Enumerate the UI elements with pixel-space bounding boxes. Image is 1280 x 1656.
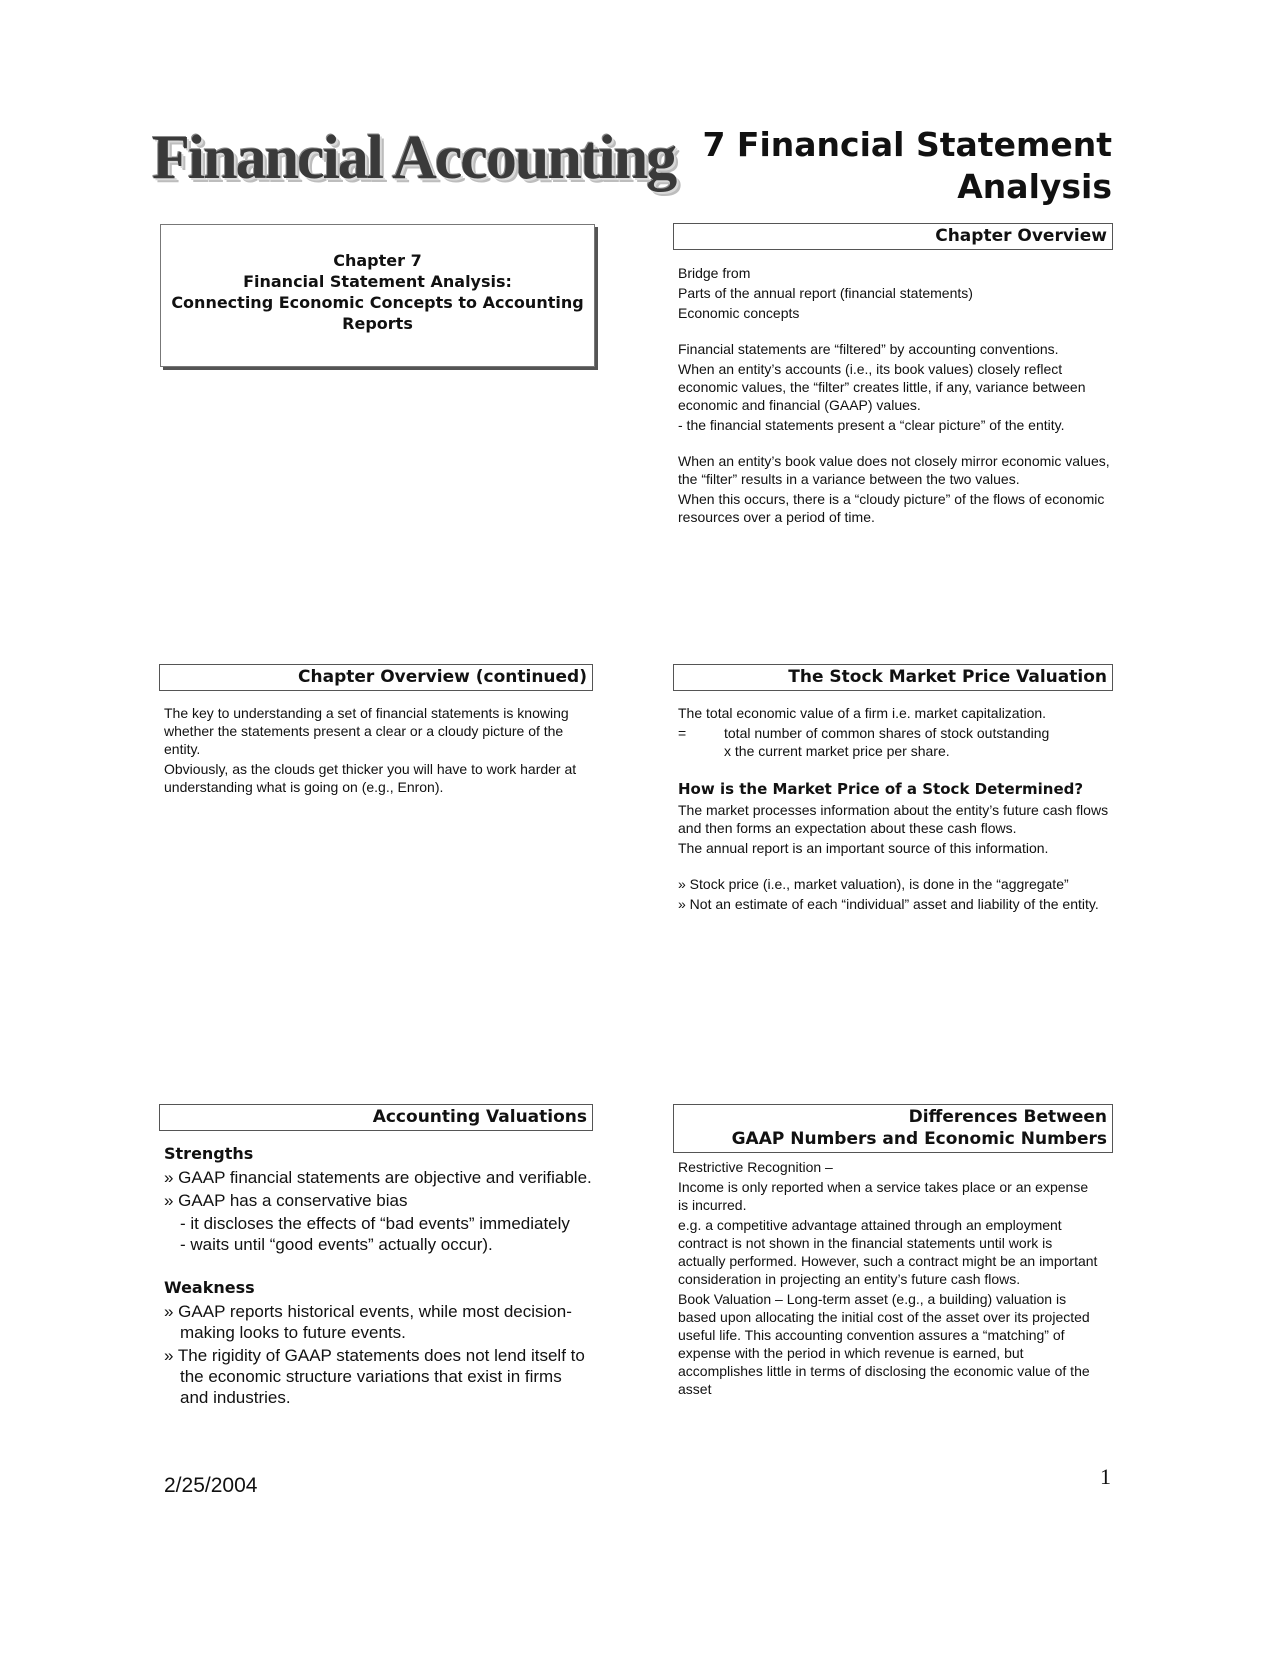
equation [678, 742, 1118, 760]
logo: Financial Accounting [152, 124, 676, 192]
page-number: 1 [1100, 1464, 1111, 1489]
equals-symbol: = [678, 725, 687, 741]
weakness-item: » GAAP reports historical events, while most decision-making looks to future events. [164, 1302, 572, 1342]
overview-text: When an entity’s book value does not closely mirror economic values, the “filter” results in a variance between the two values. [678, 453, 1110, 487]
differences-text: Book Valuation – Long-term asset (e.g., a building) valuation is based upon allocating the initial cost of the asset over its projected useful life. This accounting convention assures a “matching” of expense with the period in which revenue is earned, but accomplishes little in terms of disclosing the economic value of the asset [678, 1291, 1090, 1397]
strength-subitem: - it discloses the effects of “bad events” immediately [180, 1214, 570, 1233]
title-line-1: 7 Financial Statement [702, 125, 1112, 164]
overview-title: Chapter Overview [673, 223, 1113, 250]
overview-text: Financial statements are “filtered” by accounting conventions. [678, 341, 1059, 357]
overview-continued-text: Obviously, as the clouds get thicker you will have to work harder at understanding what is going on (e.g., Enron). [164, 761, 577, 795]
accounting-valuations-title: Accounting Valuations [159, 1104, 593, 1131]
differences-title-line-1: Differences Between [908, 1107, 1107, 1127]
stock-text: The market processes information about the entity’s future cash flows and then forms an expectation about these cash flows. [678, 802, 1109, 836]
chapter-slide [160, 224, 595, 367]
chapter-subtitle-end: Reports [342, 314, 413, 333]
strengths-heading: Strengths [164, 1144, 254, 1163]
accounting-valuations-body [164, 1143, 594, 1410]
stock-valuation-title: The Stock Market Price Valuation [673, 664, 1113, 691]
overview-text: Parts of the annual report (financial statements) [678, 285, 973, 301]
overview-body [678, 264, 1114, 528]
overview-text: Bridge from [678, 265, 751, 281]
stock-valuation-body [678, 704, 1118, 915]
title-line-2: Analysis [957, 167, 1112, 206]
strength-subitem: - waits until “good events” actually occur). [180, 1235, 493, 1254]
overview-text: Economic concepts [678, 305, 800, 321]
overview-continued-text: The key to understanding a set of financial statements is knowing whether the statements present a clear or a cloudy picture of the entity. [164, 705, 569, 757]
differences-title [673, 1104, 1113, 1153]
equation-line: x the current market price per share. [724, 743, 950, 759]
stock-bullet: » Stock price (i.e., market valuation), is done in the “aggregate” [678, 876, 1069, 892]
differences-text: Restrictive Recognition – [678, 1159, 833, 1175]
equation-line: total number of common shares of stock outstanding [724, 725, 1050, 741]
differences-title-line-2: GAAP Numbers and Economic Numbers [731, 1129, 1107, 1149]
overview-continued-body [164, 704, 594, 798]
chapter-number: Chapter 7 [333, 251, 422, 270]
differences-text: Income is only reported when a service takes place or an expense is incurred. [678, 1179, 1089, 1213]
weakness-heading: Weakness [164, 1278, 255, 1297]
weakness-item: » The rigidity of GAAP statements does not lend itself to the economic structure variations that exist in firms and industries. [164, 1346, 585, 1407]
stock-text: The annual report is an important source of this information. [678, 840, 1049, 856]
differences-text: e.g. a competitive advantage attained through an employment contract is not shown in the financial statements until work is actually performed. However, such a contract might be an important consideration in projecting an entity’s future cash flows. [678, 1217, 1098, 1287]
chapter-subtitle: Connecting Economic Concepts to Accounting [171, 293, 584, 312]
overview-text: When this occurs, there is a “cloudy picture” of the flows of economic resources over a period of time. [678, 491, 1105, 525]
overview-continued-title: Chapter Overview (continued) [159, 664, 593, 691]
stock-bullet: » Not an estimate of each “individual” asset and liability of the entity. [678, 896, 1099, 912]
overview-text: - the financial statements present a “clear picture” of the entity. [678, 417, 1065, 433]
chapter-title: Financial Statement Analysis: [243, 272, 512, 291]
stock-question: How is the Market Price of a Stock Determined? [678, 780, 1084, 798]
strength-item: » GAAP has a conservative bias [164, 1191, 408, 1210]
stock-text: The total economic value of a firm i.e. market capitalization. [678, 705, 1047, 721]
differences-body [678, 1158, 1098, 1400]
equation [678, 724, 1118, 742]
page-title [700, 124, 1112, 208]
overview-text: When an entity’s accounts (i.e., its book values) closely reflect economic values, the “filter” creates little, if any, variance between economic and financial (GAAP) values. [678, 361, 1086, 413]
strength-item: » GAAP financial statements are objective and verifiable. [164, 1168, 592, 1187]
footer-date: 2/25/2004 [164, 1474, 258, 1497]
